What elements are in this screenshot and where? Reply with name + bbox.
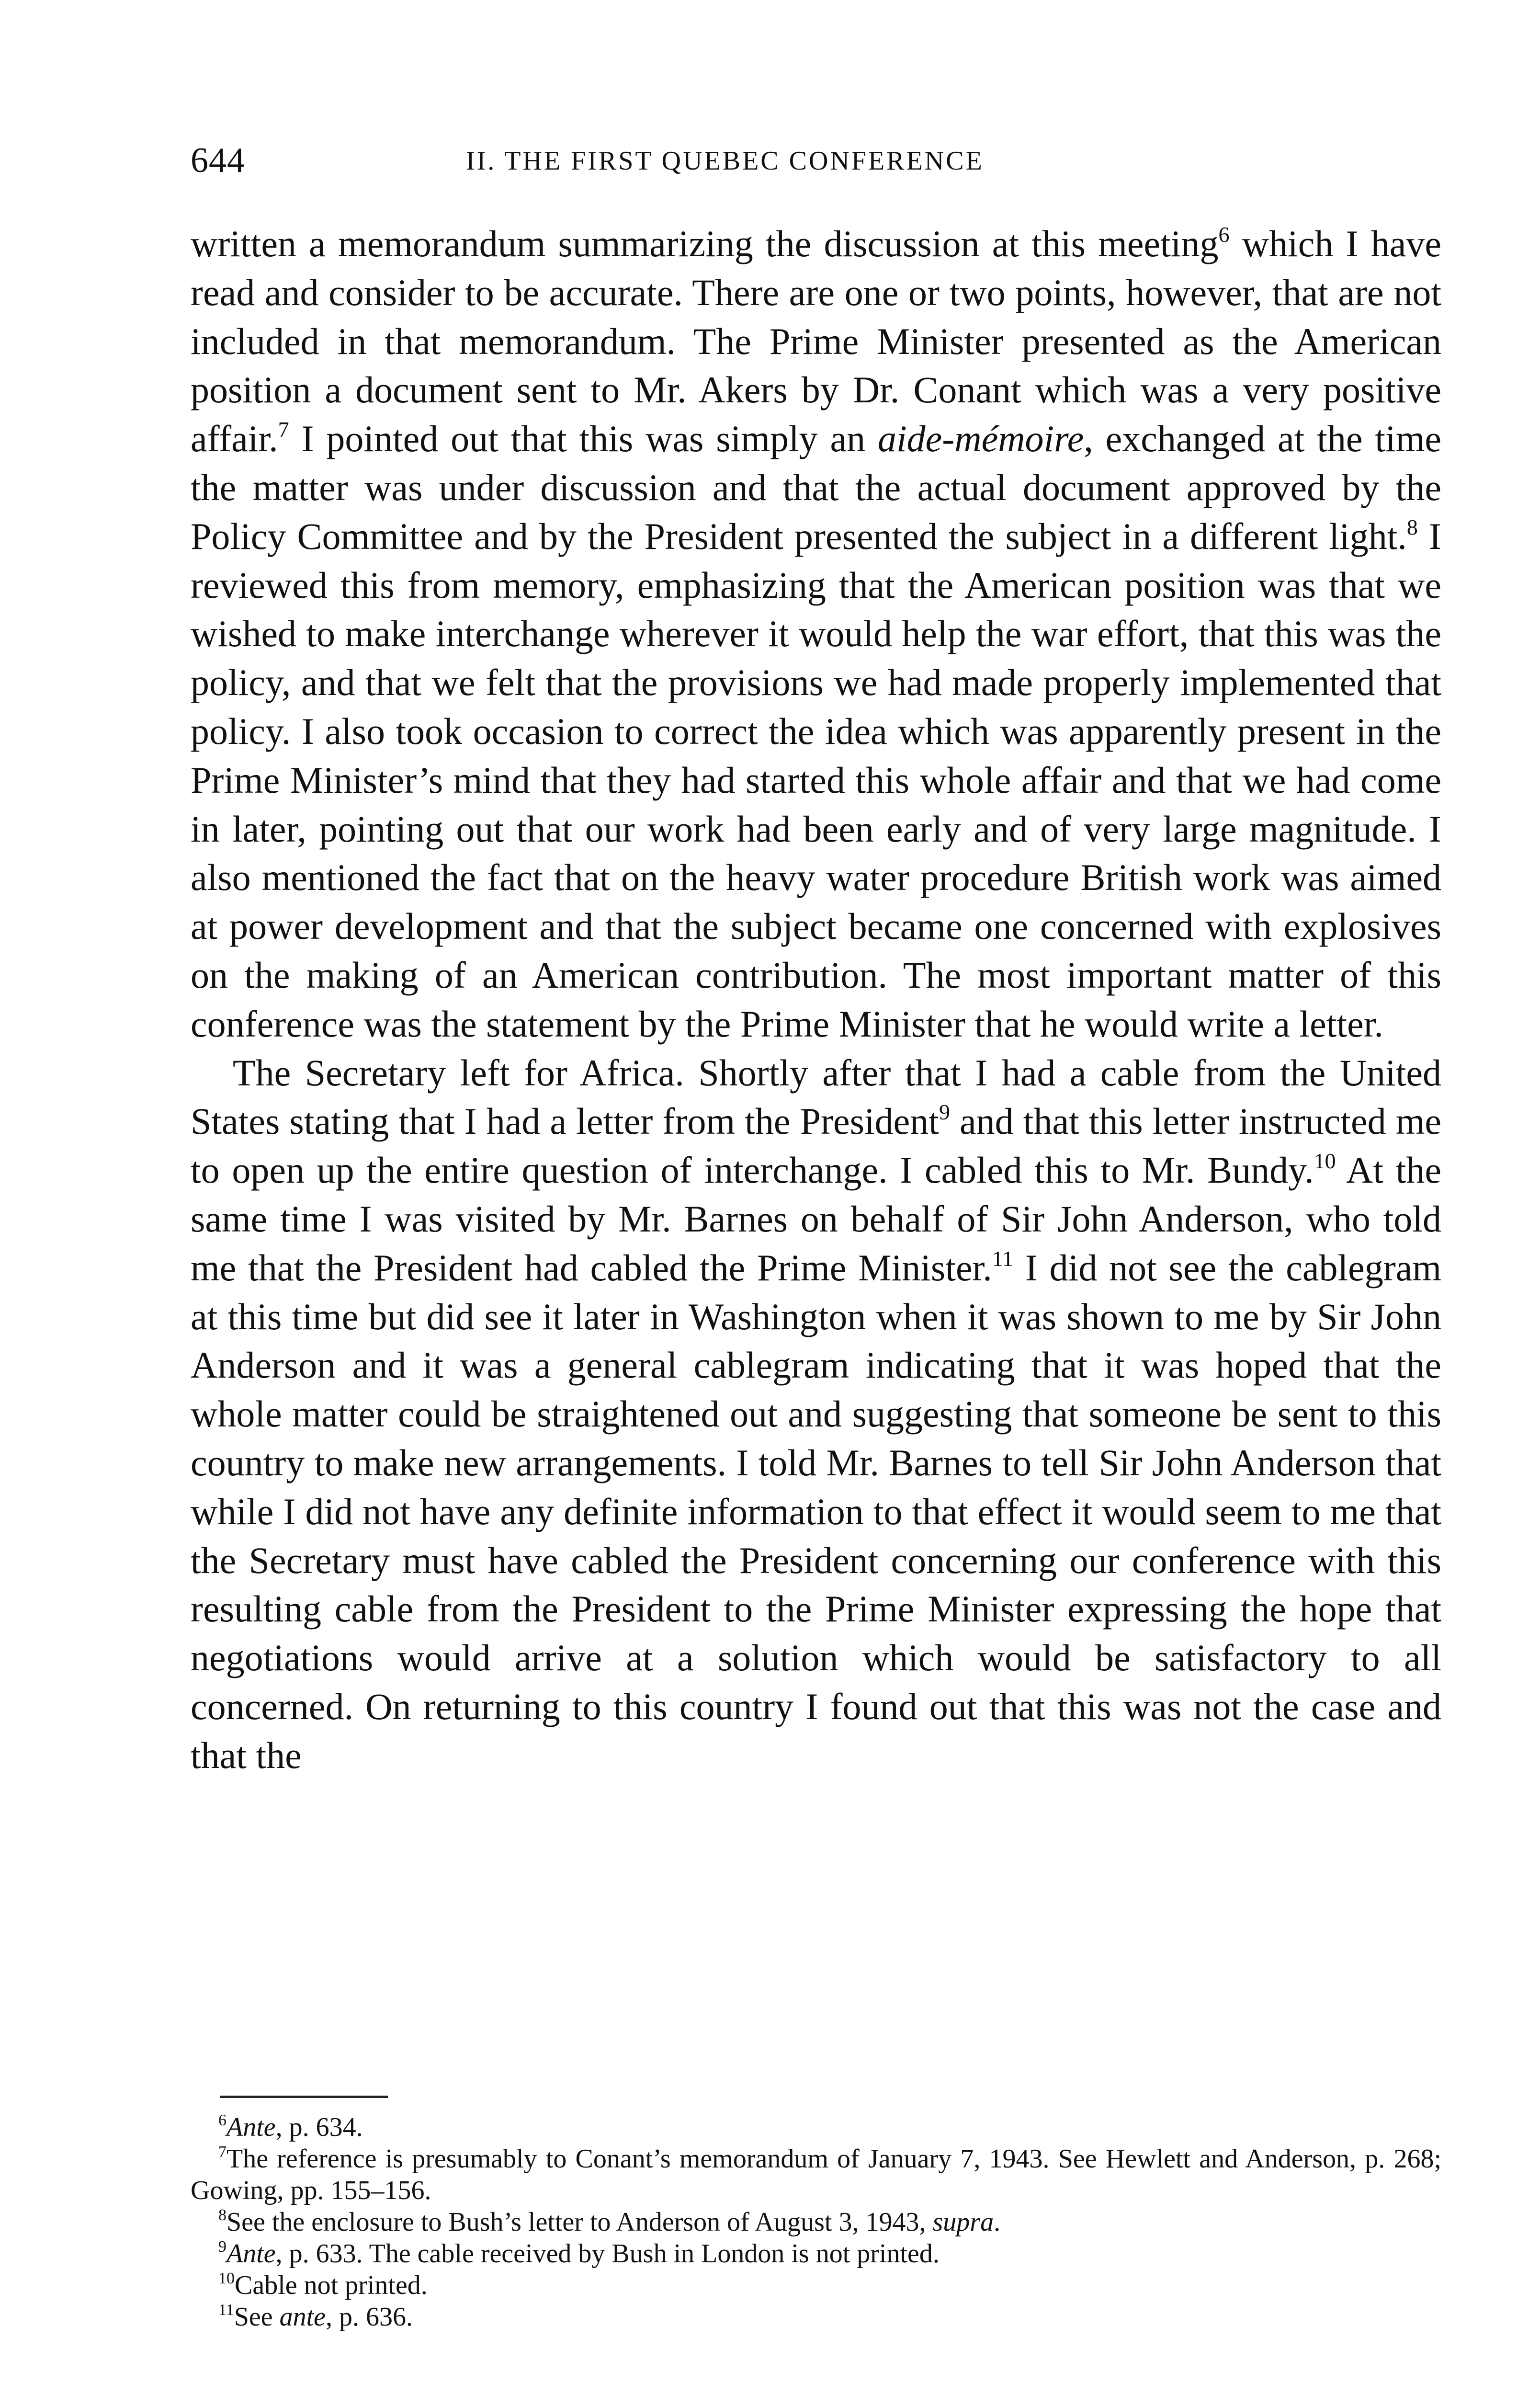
footnote-italic-text: ante <box>279 2302 326 2332</box>
footnote-8 <box>191 2206 1441 2238</box>
footnotes <box>191 2111 1441 2333</box>
text-run: I pointed out that this was simply an <box>289 418 878 460</box>
text-run: I did not see the cablegram at this time but did see it later in Washington when it was shown to me by Sir John Anderson and it was a general cablegram indicating that it was hoped that the whole matter could be straightened out and suggesting that someone be sent to this country to make new arrangements. I told Mr. Barnes to tell Sir John Anderson that while I did not have any definite information to that effect it would seem to me that the Secretary must have cabled the President concerning our conference with this resulting cable from the President to the Prime Minister expressing the hope that negotiations would arrive at a solution which would be satisfactory to all concerned. On returning to this country I found out that this was not the case and that the <box>191 1246 1441 1776</box>
footnote-number: 11 <box>218 2301 234 2319</box>
paragraph-1 <box>191 219 1441 1049</box>
footnote-text: , p. 633. The cable received by Bush in London is not printed. <box>275 2239 940 2269</box>
footnote-text: . <box>994 2207 1001 2237</box>
running-title: II. THE FIRST QUEBEC CONFERENCE <box>466 146 984 176</box>
footnote-9 <box>191 2238 1441 2270</box>
text-run: At the same time I was visited by Mr. Barnes on behalf of Sir John Anderson, who told me that the President had cabled the Prime Minister. <box>191 1149 1441 1289</box>
footnote-number: 10 <box>218 2270 235 2287</box>
footnote-ref-11: 11 <box>992 1246 1014 1271</box>
footnote-text: , p. 634. <box>275 2112 363 2142</box>
footnote-ref-10: 10 <box>1314 1149 1336 1174</box>
footnote-ref-9: 9 <box>939 1100 950 1125</box>
footnote-ref-6: 6 <box>1218 222 1230 247</box>
text-run: I reviewed this from memory, emphasizing that the American position was that we wished to make interchange wherever it would help the war effort, that this was the policy, and that we felt that the provisions we had made properly implemented that policy. I also took occasion to correct the idea which was apparently present in the Prime Minister’s mind that they had started this whole affair and that we had come in later, pointing out that our work had been early and of very large magnitude. I also mentioned the fact that on the heavy water procedure British work was aimed at power development and that the subject became one concerned with explosives on the making of an American contribution. The most important matter of this conference was the statement by the Prime Minister that he would write a letter. <box>191 515 1441 1045</box>
footnote-11 <box>191 2301 1441 2333</box>
text-run: , exchanged at the time the matter was under discussion and that the actual document approved by the Policy Committee and by the President presented the subject in a different light. <box>191 418 1441 557</box>
footnote-7 <box>191 2143 1441 2206</box>
footnote-10 <box>191 2270 1441 2301</box>
footnote-text: The reference is presumably to Conant’s memorandum of January 7, 1943. See Hewlett and Anderson, p. 268; Gowing, pp. 155–156. <box>191 2144 1441 2205</box>
footnote-italic-text: Ante <box>226 2239 276 2269</box>
footnote-italic-text: supra <box>932 2207 994 2237</box>
body-text <box>191 219 1441 1780</box>
footnote-text: See the enclosure to Bush’s letter to Anderson of August 3, 1943, <box>226 2207 933 2237</box>
footnote-divider <box>220 2096 388 2098</box>
footnote-italic-text: Ante <box>226 2112 276 2142</box>
footnote-6 <box>191 2111 1441 2143</box>
footnote-text: See <box>234 2302 280 2332</box>
footnote-ref-8: 8 <box>1406 514 1418 539</box>
footnote-number: 9 <box>218 2238 226 2256</box>
footnote-number: 7 <box>218 2143 226 2161</box>
footnote-number: 6 <box>218 2111 226 2129</box>
running-head <box>191 137 1441 189</box>
footnote-text: , p. 636. <box>326 2302 413 2332</box>
footnote-ref-7: 7 <box>278 417 289 442</box>
text-run: which I have read and consider to be accurate. There are one or two points, however, that are not included in that memorandum. The Prime Minister presented as the American position a document sent to Mr. Akers by Dr. Conant which was a very positive affair. <box>191 223 1442 460</box>
footnote-number: 8 <box>218 2206 226 2224</box>
page-number: 644 <box>191 141 245 180</box>
text-run: and that this letter instructed me to open up the entire question of interchange. I cabled this to Mr. Bundy. <box>191 1100 1441 1191</box>
footnote-text: Cable not printed. <box>235 2270 428 2300</box>
text-run: The Secretary left for Africa. Shortly after that I had a cable from the United States stating that I had a letter from the President <box>191 1051 1441 1142</box>
italic-term: aide-mémoire <box>878 418 1084 460</box>
text-run: written a memorandum summarizing the discussion at this meeting <box>191 223 1219 264</box>
paragraph-2 <box>191 1049 1441 1780</box>
